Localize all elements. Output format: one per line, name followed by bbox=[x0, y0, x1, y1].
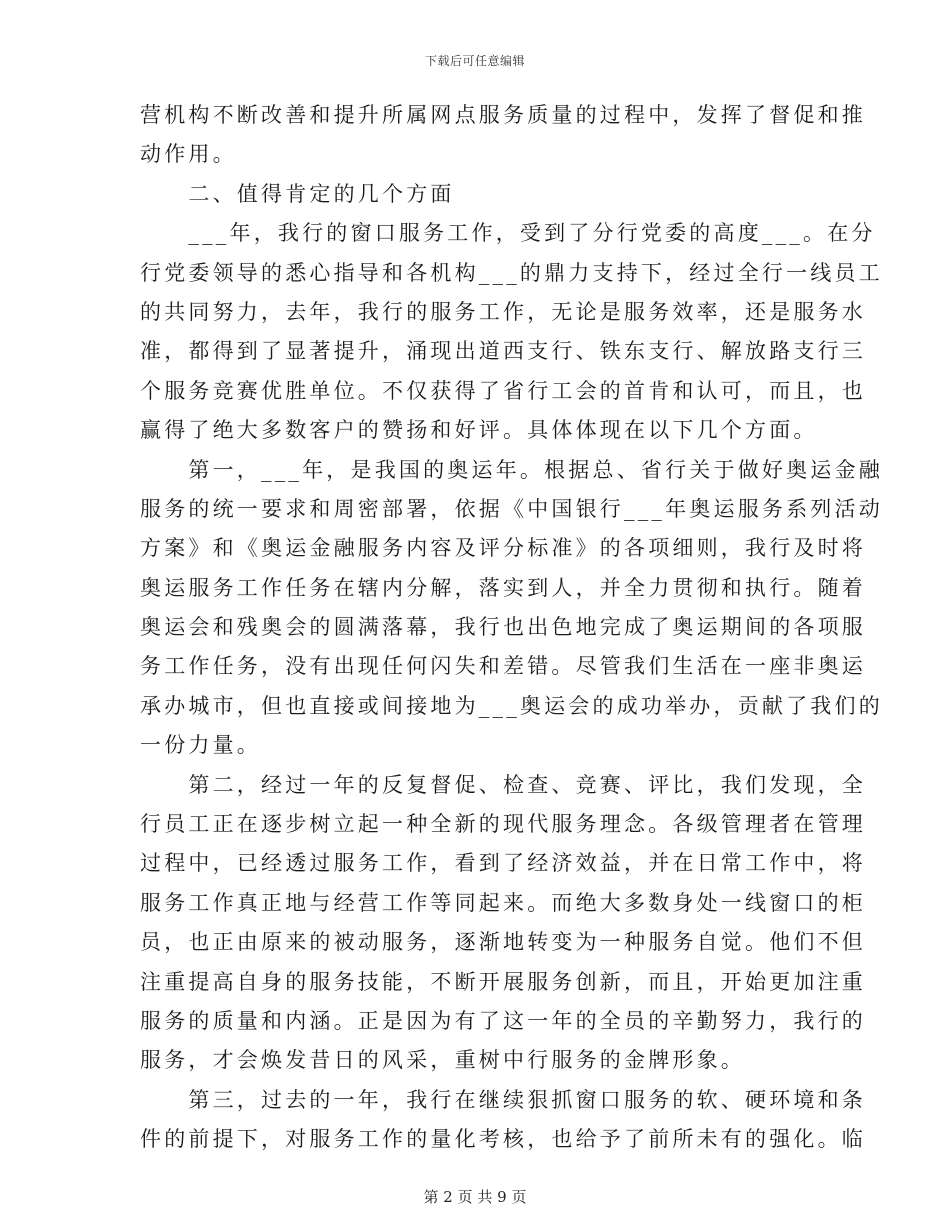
text-line: 奥运会和残奥会的圆满落幕，我行也出色地完成了奥运期间的各项服 bbox=[140, 615, 866, 640]
text-line: 动作用。 bbox=[140, 142, 237, 167]
text-line: 务工作任务，没有出现任何闪失和差错。尽管我们生活在一座非奥运 bbox=[140, 654, 866, 679]
text-line: 方案》和《奥运金融服务内容及评分标准》的各项细则，我行及时将 bbox=[140, 536, 866, 561]
text-line: 第一，___年，是我国的奥运年。根据总、省行关于做好奥运金融 bbox=[140, 457, 883, 482]
text-line: 服务的质量和内涵。正是因为有了这一年的全员的辛勤努力，我行的 bbox=[140, 1008, 866, 1033]
section-heading: 二、值得肯定的几个方面 bbox=[140, 181, 455, 206]
text-line: 注重提高自身的服务技能，不断开展服务创新，而且，开始更加注重 bbox=[140, 969, 866, 994]
text-line: 第三，过去的一年，我行在继续狠抓窗口服务的软、硬环境和条 bbox=[140, 1087, 866, 1112]
text-line: 准，都得到了显著提升，涌现出道西支行、铁东支行、解放路支行三 bbox=[140, 339, 866, 364]
text-line: 个服务竞赛优胜单位。不仅获得了省行工会的首肯和认可，而且，也 bbox=[140, 378, 866, 403]
text-line: 营机构不断改善和提升所属网点服务质量的过程中，发挥了督促和推 bbox=[140, 103, 866, 127]
text-line: 奥运服务工作任务在辖内分解，落实到人，并全力贯彻和执行。随着 bbox=[140, 575, 866, 600]
text-line: 第二，经过一年的反复督促、检查、竞赛、评比，我们发现，全 bbox=[140, 772, 866, 797]
text-line: 赢得了绝大多数客户的赞扬和好评。具体体现在以下几个方面。 bbox=[140, 418, 818, 443]
text-line: 服务的统一要求和周密部署，依据《中国银行___年奥运服务系列活动 bbox=[140, 496, 883, 521]
text-line: 的共同努力，去年，我行的服务工作，无论是服务效率，还是服务水 bbox=[140, 299, 866, 324]
text-line: 件的前提下，对服务工作的量化考核，也给予了前所未有的强化。临 bbox=[140, 1127, 866, 1152]
text-line: 行党委领导的悉心指导和各机构___的鼎力支持下，经过全行一线员工 bbox=[140, 260, 883, 285]
text-line: 员，也正由原来的被动服务，逐渐地转变为一种服务自觉。他们不但 bbox=[140, 930, 866, 955]
page-header: 下载后可任意编辑 bbox=[424, 54, 525, 68]
text-line: 一份力量。 bbox=[140, 733, 261, 758]
text-line: 承办城市，但也直接或间接地为___奥运会的成功举办，贡献了我们的 bbox=[140, 693, 883, 718]
text-line: ___年，我行的窗口服务工作，受到了分行党委的高度___。在分 bbox=[140, 221, 876, 246]
document-body bbox=[140, 96, 883, 1160]
page-number-footer: 第 2 页 共 9 页 bbox=[423, 1188, 527, 1206]
text-line: 服务，才会焕发昔日的风采，重树中行服务的金牌形象。 bbox=[140, 1048, 745, 1073]
text-line: 过程中，已经透过服务工作，看到了经济效益，并在日常工作中，将 bbox=[140, 851, 866, 876]
text-line: 服务工作真正地与经营工作等同起来。而绝大多数身处一线窗口的柜 bbox=[140, 890, 866, 915]
text-line: 行员工正在逐步树立起一种全新的现代服务理念。各级管理者在管理 bbox=[140, 812, 866, 837]
